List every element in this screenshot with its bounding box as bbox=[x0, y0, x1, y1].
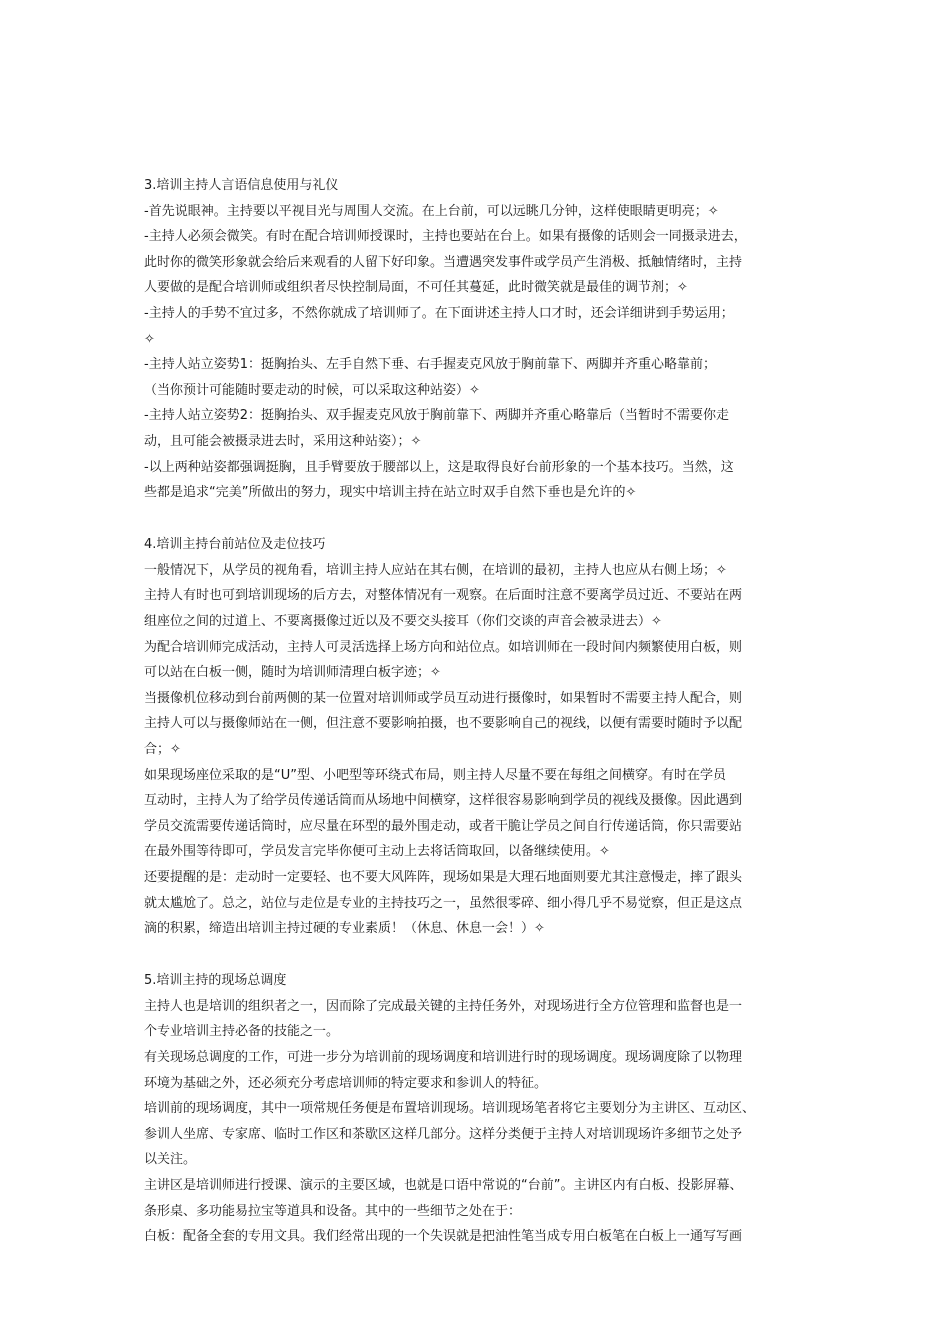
paragraph-line: 在最外围等待即可，学员发言完毕你便可主动上去将话筒取回，以备继续使用。✧ bbox=[144, 844, 610, 860]
section-3 bbox=[144, 173, 809, 506]
section-heading: 4.培训主持台前站位及走位技巧 bbox=[144, 537, 326, 553]
section-spacer bbox=[144, 506, 809, 533]
paragraph-line: 可以站在白板一侧，随时为培训师清理白板字迹；✧ bbox=[144, 665, 441, 681]
section-5 bbox=[144, 968, 809, 1250]
paragraph-line: 些都是追求“完美”所做出的努力，现实中培训主持在站立时双手自然下垂也是允许的✧ bbox=[144, 485, 637, 501]
paragraph-line: -主持人必须会微笑。有时在配合培训师授课时，主持也要站在台上。如果有摄像的话则会一同摄录进去， bbox=[144, 229, 747, 245]
paragraph-line: 就太尴尬了。总之，站位与走位是专业的主持技巧之一，虽然很零碎、细小得几乎不易觉察，但正是这点 bbox=[144, 895, 743, 911]
paragraph-line: 此时你的微笑形象就会给后来观看的人留下好印象。当遭遇突发事件或学员产生消极、抵触情绪时，主持 bbox=[144, 254, 743, 270]
paragraph-line: 如果现场座位采取的是“U”型、小吧型等环绕式布局，则主持人尽量不要在每组之间横穿。有时在学员 bbox=[144, 767, 726, 783]
paragraph-line: -主持人站立姿势1：挺胸抬头、左手自然下垂、右手握麦克风放于胸前靠下、两脚并齐重心略靠前； bbox=[144, 357, 716, 373]
paragraph-line: 环境为基础之外，还必须充分考虑培训师的特定要求和参训人的特征。 bbox=[144, 1075, 548, 1091]
paragraph-line: -以上两种站姿都强调挺胸，且手臂要放于腰部以上，这是取得良好台前形象的一个基本技巧。当然，这 bbox=[144, 459, 734, 475]
paragraph-line: 参训人坐席、专家席、临时工作区和茶歇区这样几部分。这样分类便于主持人对培训现场许多细节之处予 bbox=[144, 1126, 743, 1142]
paragraph-line: 组座位之间的过道上、不要离摄像过近以及不要交头接耳（你们交谈的声音会被录进去）✧ bbox=[144, 614, 662, 629]
paragraph-line: 主持人也是培训的组织者之一，因而除了完成最关键的主持任务外，对现场进行全方位管理和监督也是一 bbox=[144, 998, 743, 1014]
section-heading: 3.培训主持人言语信息使用与礼仪 bbox=[144, 178, 339, 193]
section-heading: 5.培训主持的现场总调度 bbox=[144, 973, 287, 989]
paragraph-line: 主持人可以与摄像师站在一侧，但注意不要影响拍摄，也不要影响自己的视线，以便有需要时随时予以配 bbox=[144, 716, 743, 732]
paragraph-line: 个专业培训主持必备的技能之一。 bbox=[144, 1024, 340, 1040]
paragraph-line: 合；✧ bbox=[144, 741, 181, 757]
paragraph-line: -主持人站立姿势2：挺胸抬头、双手握麦克风放于胸前靠下、两脚并齐重心略靠后（当暂时不需要你走 bbox=[144, 408, 729, 424]
paragraph-line: 有关现场总调度的工作，可进一步分为培训前的现场调度和培训进行时的现场调度。现场调度除了以物理 bbox=[144, 1050, 743, 1065]
paragraph-line: 学员交流需要传递话筒时，应尽量在环型的最外围走动，或者干脆让学员之间自行传递话筒，你只需要站 bbox=[144, 818, 743, 834]
paragraph-line: 以关注。 bbox=[144, 1152, 197, 1168]
paragraph-line: 培训前的现场调度，其中一项常规任务便是布置培训现场。培训现场笔者将它主要划分为主讲区、互动区、 bbox=[144, 1101, 756, 1117]
paragraph-line: 主持人有时也可到培训现场的后方去，对整体情况有一观察。在后面时注意不要离学员过近、不要站在两 bbox=[144, 588, 743, 604]
paragraph-line: 一般情况下，从学员的视角看，培训主持人应站在其右侧，在培训的最初，主持人也应从右侧上场；✧ bbox=[144, 562, 727, 578]
section-4 bbox=[144, 532, 809, 942]
paragraph-line: 条形桌、多功能易拉宝等道具和设备。其中的一些细节之处在于： bbox=[144, 1203, 522, 1219]
paragraph-line: 为配合培训师完成活动，主持人可灵活选择上场方向和站位点。如培训师在一段时间内频繁使用白板，则 bbox=[144, 639, 743, 655]
paragraph-line: 滴的积累，缔造出培训主持过硬的专业素质！（休息、休息一会！）✧ bbox=[144, 921, 545, 937]
section-spacer bbox=[144, 942, 809, 969]
paragraph-line: （当你预计可能随时要走动的时候，可以采取这种站姿）✧ bbox=[144, 382, 480, 398]
paragraph-line: -首先说眼神。主持要以平视目光与周围人交流。在上台前，可以远眺几分钟，这样使眼睛更明亮；✧ bbox=[144, 203, 719, 219]
paragraph-line: -主持人的手势不宜过多，不然你就成了培训师了。在下面讲述主持人口才时，还会详细讲到手势运用； bbox=[144, 305, 734, 321]
paragraph-line: 动，且可能会被摄录进去时，采用这种站姿）；✧ bbox=[144, 433, 422, 449]
paragraph-line: 还要提醒的是：走动时一定要轻、也不要大风阵阵，现场如果是大理石地面则要尤其注意慢走，摔了跟头 bbox=[144, 869, 743, 885]
paragraph-line: 白板：配备全套的专用文具。我们经常出现的一个失误就是把油性笔当成专用白板笔在白板上一通写写画 bbox=[144, 1229, 743, 1245]
paragraph-line: 人要做的是配合培训师或组织者尽快控制局面，不可任其蔓延，此时微笑就是最佳的调节剂；✧ bbox=[144, 280, 688, 296]
paragraph-line: 当摄像机位移动到台前两侧的某一位置对培训师或学员互动进行摄像时，如果暂时不需要主持人配合，则 bbox=[144, 690, 743, 706]
document-body bbox=[144, 173, 809, 1250]
paragraph-line: ✧ bbox=[144, 331, 155, 347]
paragraph-line: 互动时，主持人为了给学员传递话筒而从场地中间横穿，这样很容易影响到学员的视线及摄像。因此遇到 bbox=[144, 793, 743, 809]
paragraph-line: 主讲区是培训师进行授课、演示的主要区域，也就是口语中常说的“台前”。主讲区内有白板、投影屏幕、 bbox=[144, 1177, 743, 1193]
